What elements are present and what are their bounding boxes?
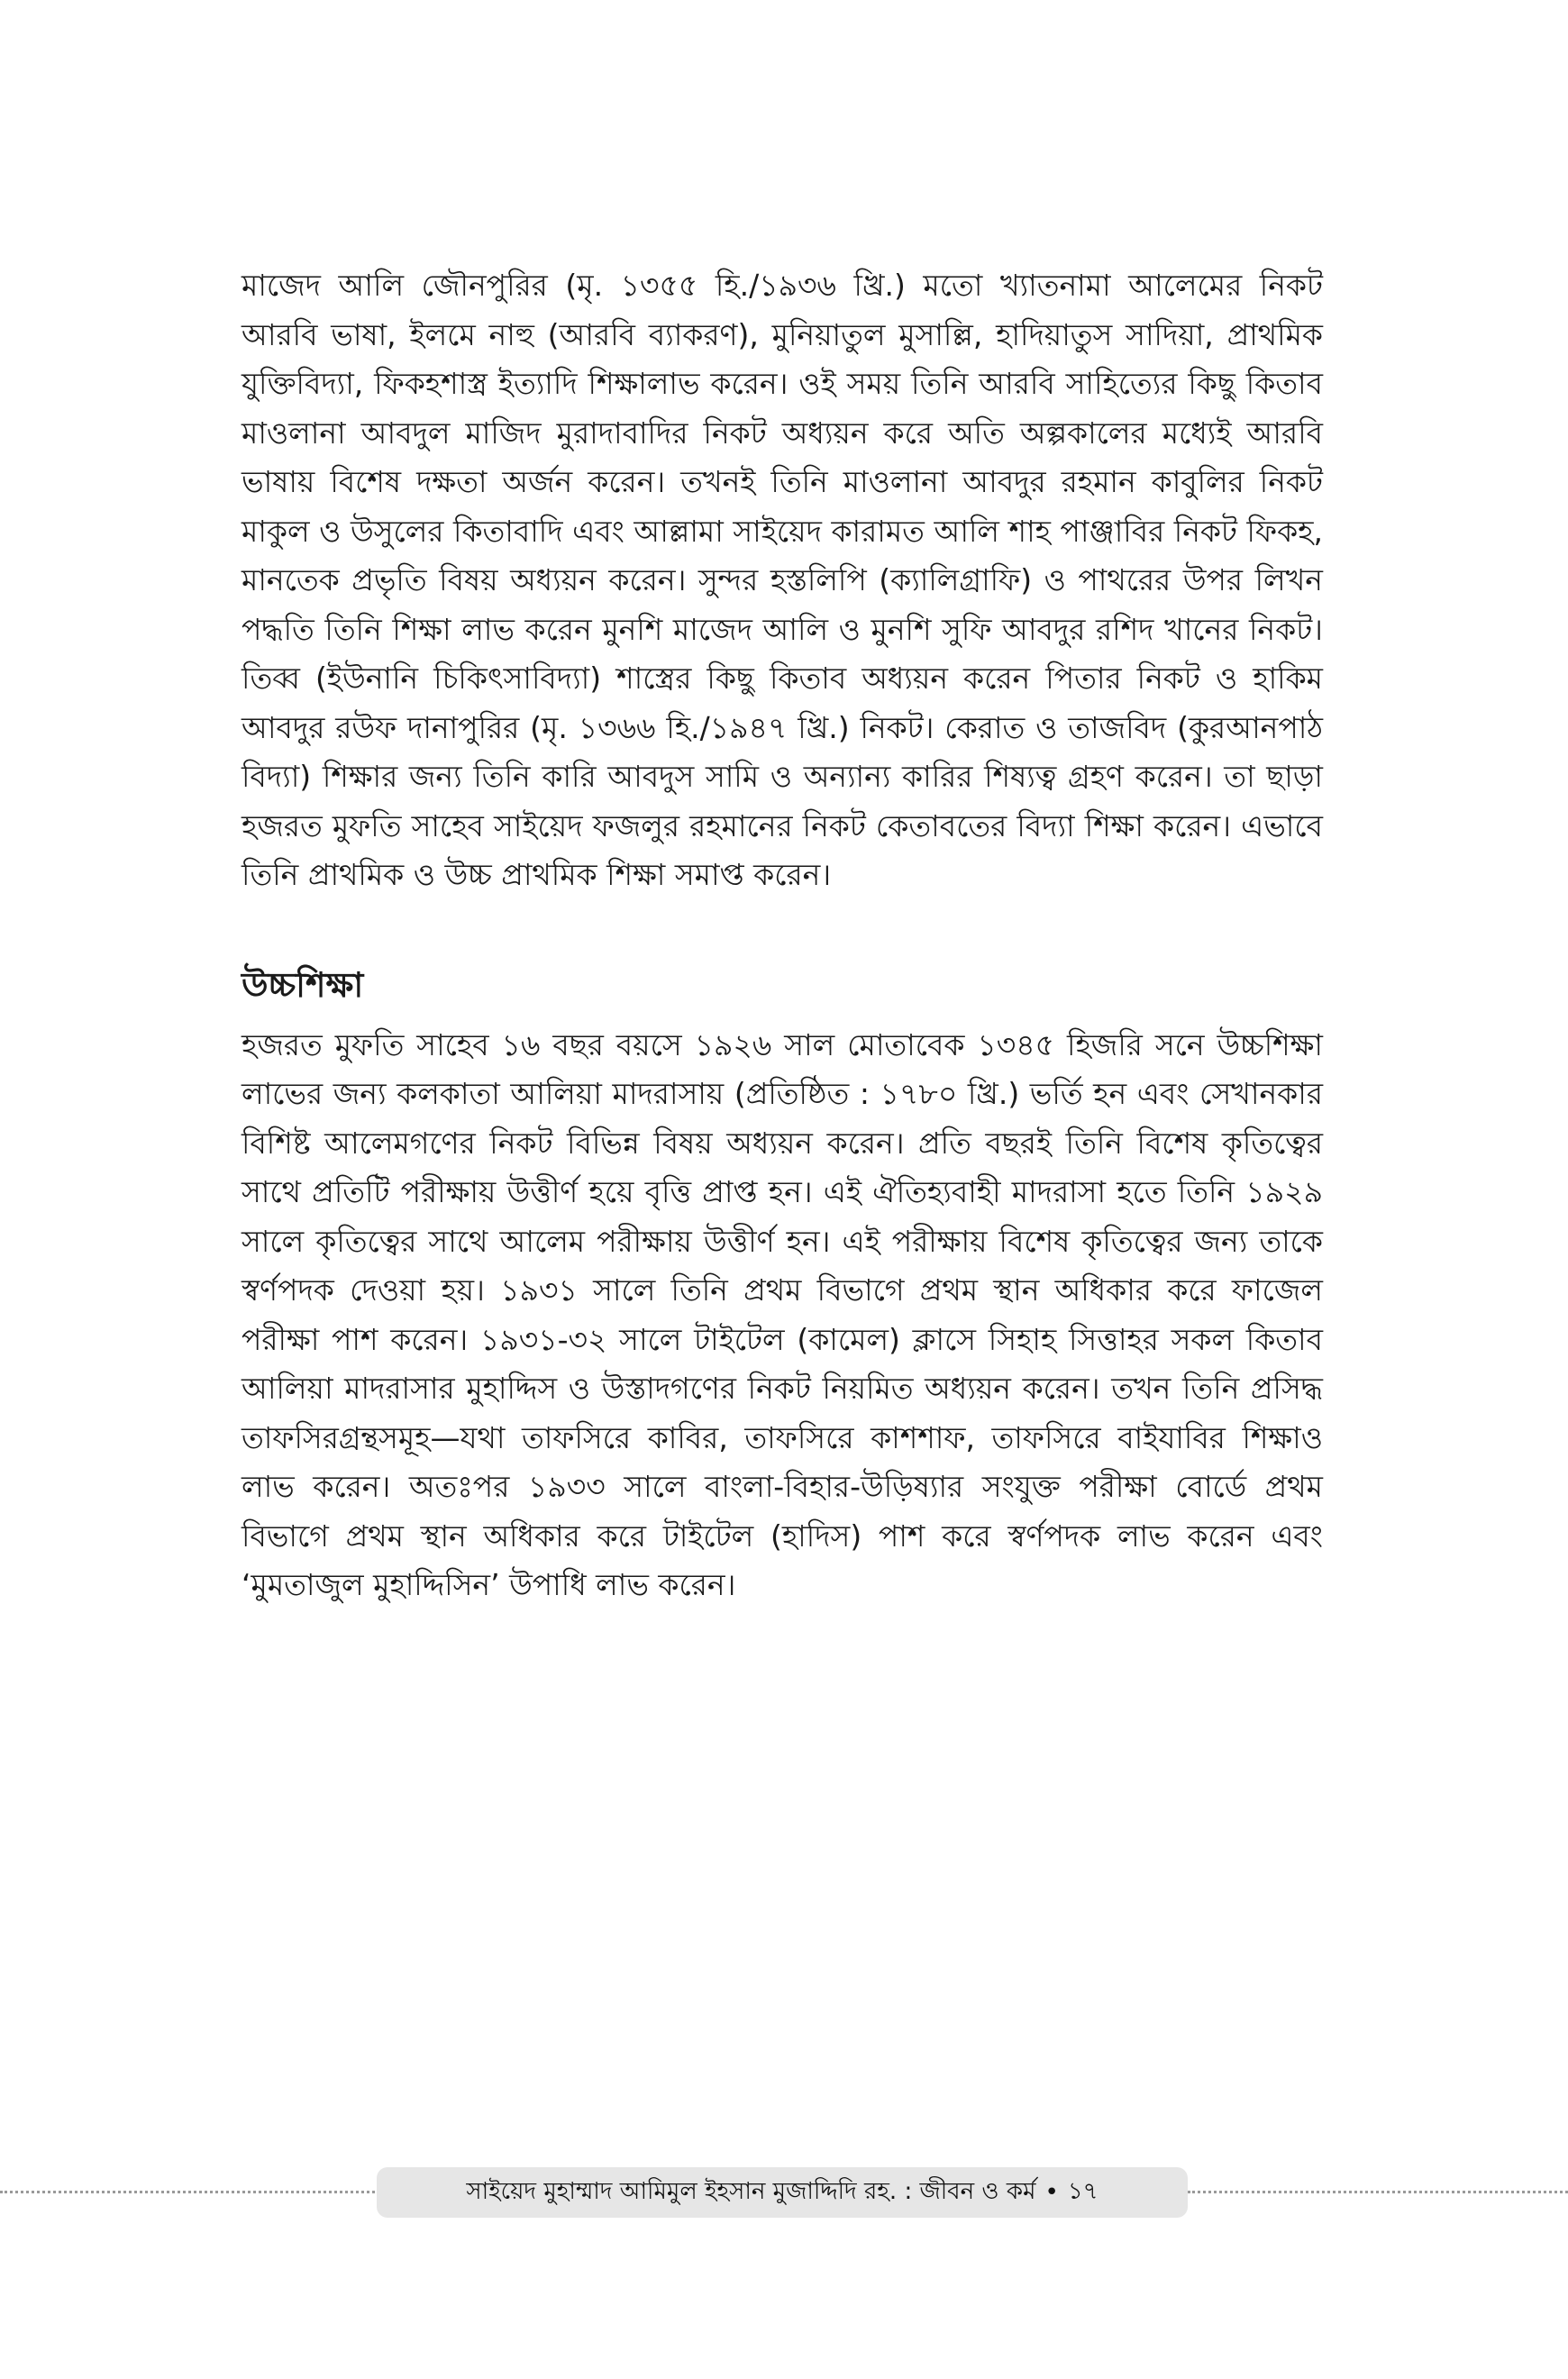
page-number: ১৭ bbox=[1067, 2178, 1099, 2205]
section-heading: উচ্চশিক্ষা bbox=[242, 964, 364, 1005]
page-content bbox=[242, 261, 1323, 1610]
bullet-separator: • bbox=[1044, 2179, 1059, 2206]
body-paragraph: মাজেদ আলি জৌনপুরির (মৃ. ১৩৫৫ হি./১৯৩৬ খ্রি.) মতো খ্যাতনামা আলেমের নিকট আরবি ভাষা, ইলমে নাহু (আরবি ব্যাকরণ), মুনিয়াতুল মুসাল্লি, হাদিয়াতুস সাদিয়া, প্রাথমিক যুক্তিবিদ্যা, ফিকহশাস্ত্র ইত্যাদি শিক্ষালাভ করেন। ওই সময় তিনি আরবি সাহিত্যের কিছু কিতাব মাওলানা আবদুল মাজিদ মুরাদাবাদির নিকট অধ্যয়ন করে অতি অল্পকালের মধ্যেই আরবি ভাষায় বিশেষ দক্ষতা অর্জন করেন। তখনই তিনি মাওলানা আবদুর রহমান কাবুলির নিকট মাকুল ও উসুলের কিতাবাদি এবং আল্লামা সাইয়েদ কারামত আলি শাহ পাঞ্জাবির নিকট ফিকহ, মানতেক প্রভৃতি বিষয় অধ্যয়ন করেন। সুন্দর হস্তলিপি (ক্যালিগ্রাফি) ও পাথরের উপর লিখন পদ্ধতি তিনি শিক্ষা লাভ করেন মুনশি মাজেদ আলি ও মুনশি সুফি আবদুর রশিদ খানের নিকট। তিব্ব (ইউনানি চিকিৎসাবিদ্যা) শাস্ত্রের কিছু কিতাব অধ্যয়ন করেন পিতার নিকট ও হাকিম আবদুর রউফ দানাপুরির (মৃ. ১৩৬৬ হি./১৯৪৭ খ্রি.) নিকট। কেরাত ও তাজবিদ (কুরআনপাঠ বিদ্যা) শিক্ষার জন্য তিনি কারি আবদুস সামি ও অন্যান্য কারির শিষ্যত্ব গ্রহণ করেন। তা ছাড়া হজরত মুফতি সাহেব সাইয়েদ ফজলুর রহমানের নিকট কেতাবতের বিদ্যা শিক্ষা করেন। এভাবে তিনি প্রাথমিক ও উচ্চ প্রাথমিক শিক্ষা সমাপ্ত করেন। bbox=[242, 268, 1323, 892]
running-footer bbox=[377, 2167, 1188, 2218]
body-paragraph: হজরত মুফতি সাহেব ১৬ বছর বয়সে ১৯২৬ সাল মোতাবেক ১৩৪৫ হিজরি সনে উচ্চশিক্ষা লাভের জন্য কলকাতা আলিয়া মাদরাসায় (প্রতিষ্ঠিত : ১৭৮০ খ্রি.) ভর্তি হন এবং সেখানকার বিশিষ্ট আলেমগণের নিকট বিভিন্ন বিষয় অধ্যয়ন করেন। প্রতি বছরই তিনি বিশেষ কৃতিত্বের সাথে প্রতিটি পরীক্ষায় উত্তীর্ণ হয়ে বৃত্তি প্রাপ্ত হন। এই ঐতিহ্যবাহী মাদরাসা হতে তিনি ১৯২৯ সালে কৃতিত্বের সাথে আলেম পরীক্ষায় উত্তীর্ণ হন। এই পরীক্ষায় বিশেষ কৃতিত্বের জন্য তাকে স্বর্ণপদক দেওয়া হয়। ১৯৩১ সালে তিনি প্রথম বিভাগে প্রথম স্থান অধিকার করে ফাজেল পরীক্ষা পাশ করেন। ১৯৩১-৩২ সালে টাইটেল (কামেল) ক্লাসে সিহাহ সিত্তাহর সকল কিতাব আলিয়া মাদরাসার মুহাদ্দিস ও উস্তাদগণের নিকট নিয়মিত অধ্যয়ন করেন। তখন তিনি প্রসিদ্ধ তাফসিরগ্রন্থসমূহ—যথা তাফসিরে কাবির, তাফসিরে কাশশাফ, তাফসিরে বাইযাবির শিক্ষাও লাভ করেন। অতঃপর ১৯৩৩ সালে বাংলা-বিহার-উড়িষ্যার সংযুক্ত পরীক্ষা বোর্ডে প্রথম বিভাগে প্রথম স্থান অধিকার করে টাইটেল (হাদিস) পাশ করে স্বর্ণপদক লাভ করেন এবং ‘মুমতাজুল মুহাদ্দিসিন’ উপাধি লাভ করেন। bbox=[242, 1026, 1323, 1602]
footer-dotted-rule bbox=[1188, 2191, 1568, 2193]
footer-dotted-rule bbox=[0, 2191, 386, 2193]
book-title: সাইয়েদ মুহাম্মাদ আমিমুল ইহসান মুজাদ্দিদি রহ. : জীবন ও কর্ম bbox=[466, 2178, 1036, 2205]
page-footer bbox=[0, 2167, 1568, 2218]
